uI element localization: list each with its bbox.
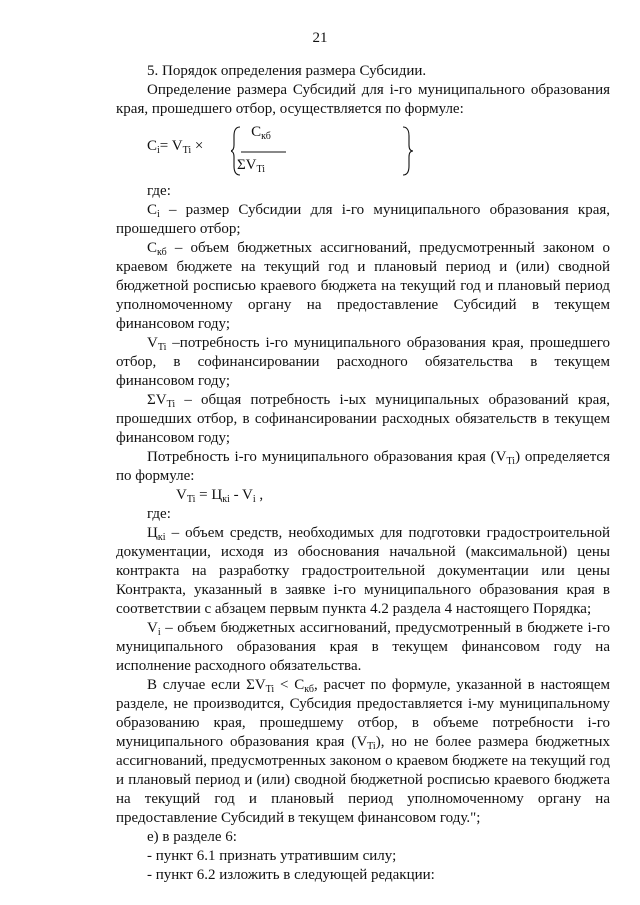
- need-formula: $V_{Ti} = Ц_{кi} - V_i$ ,: [176, 487, 264, 505]
- definition-ckb: $C_{кб}$ – объем бюджетных ассигнований, предусмотренный законом о краевом бюджете на текущий год и плановый период и (или) сводной бюджетной росписью краевого бюджета на текущий год и плановый период уполномоченному органу на предоставление Субсидий в текущем финансовом году;: [116, 240, 610, 332]
- formula-lhs: $C_i= V_{Ti}$ ×: [147, 138, 204, 156]
- item-6-2: - пункт 6.2 изложить в следующей редакции:: [147, 867, 435, 883]
- where-label: где:: [147, 183, 171, 199]
- subsidy-formula: [116, 122, 610, 180]
- definition-vti: $V_{Ti}$ –потребность i-го муниципального образования края, прошедшего отбор, в софинансировании расходного обязательства в текущем финансовом году;: [116, 335, 610, 389]
- document-body: [116, 62, 610, 885]
- intro-paragraph: Определение размера Субсидий для i-го муниципального образования края, прошедшего отбор, осуществляется по формуле:: [116, 82, 610, 117]
- formula-numerator: $C_{кб}$: [251, 124, 271, 142]
- definition-vi: $V_i$ – объем бюджетных ассигнований, предусмотренный в бюджете i-го муниципального образования края в текущем финансовом году на исполнение расходного обязательства.: [116, 620, 610, 674]
- formula-denominator: $\Sigma V_{Ti}$: [236, 157, 266, 175]
- need-paragraph: Потребность i-го муниципального образования края $(V_{Ti})$ определяется по формуле:: [116, 449, 610, 484]
- definition-cki: $Ц_{кi}$ – объем средств, необходимых для подготовки градостроительной документации, исходя из обоснования начальной (максимальной) цены контракта на разработку градостроительной документации или цены Контракта, указанный в заявке i-го муниципального образования края в соответствии с абзацем первым пункта 4.2 раздела 4 настоящего Порядка;: [116, 525, 610, 617]
- item-e: е) в разделе 6:: [147, 829, 237, 845]
- definition-sum-vti: $\Sigma V_{Ti}$ – общая потребность i-ых муниципальных образований края, прошедших отбор, в софинансировании расходных обязательств в текущем финансовом году;: [116, 392, 610, 446]
- item-6-1: - пункт 6.1 признать утратившим силу;: [147, 848, 397, 864]
- page-number: 21: [312, 30, 328, 46]
- where-label-2: где:: [147, 506, 171, 522]
- section-heading: 5. Порядок определения размера Субсидии.: [147, 63, 427, 79]
- definition-ci: $C_i$ – размер Субсидии для i-го муниципального образования края, прошедшего отбор;: [116, 202, 610, 237]
- case-paragraph: В случае если $\Sigma V_{Ti} < C_{кб}$, расчет по формуле, указанной в настоящем разделе, не производится, Субсидия предоставляется i-му муниципальному образованию края, прошедшему отбор, в объеме потребности i-го муниципального образования края $(V_{Ti})$, но не более размера бюджетных ассигнований, предусмотренных законом о краевом бюджете на текущий год и плановый период и (или) сводной бюджетной росписью краевого бюджета на текущий год и плановый период уполномоченному органу на предоставление Субсидий в текущем финансовом году.";: [116, 677, 611, 826]
